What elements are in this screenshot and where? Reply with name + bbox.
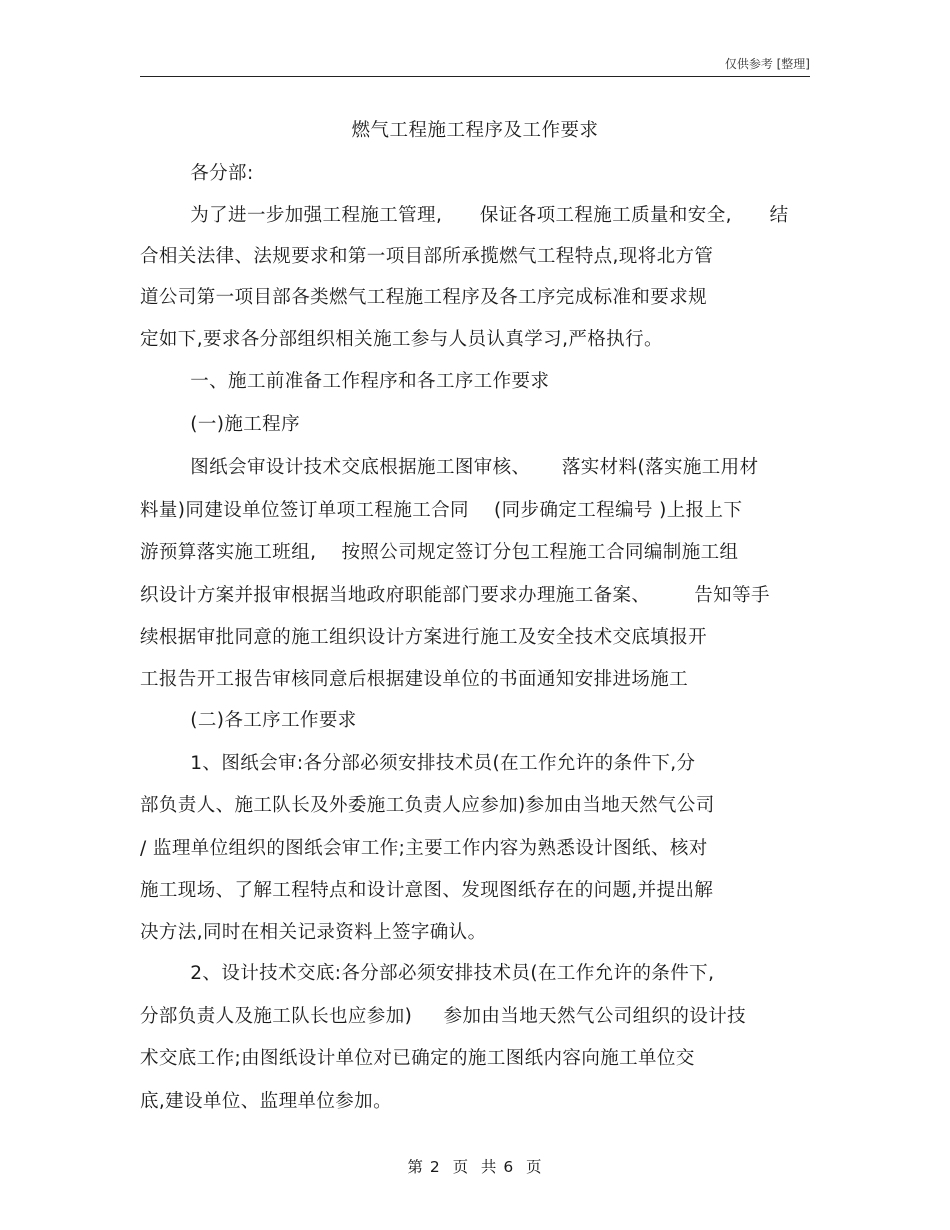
- document-title: 燃气工程施工程序及工作要求: [351, 120, 599, 141]
- body-line: 为了进一步加强工程施工管理, 保证各项工程施工质量和安全, 结: [140, 205, 789, 226]
- body-line: / 监理单位组织的图纸会审工作;主要工作内容为熟悉设计图纸、核对: [140, 838, 708, 859]
- page-number-footer: 第 2 页 共 6 页: [407, 1158, 543, 1176]
- body-line: 道公司第一项目部各类燃气工程施工程序及各工序完成标准和要求规: [140, 287, 708, 308]
- body-line: 决方法,同时在相关记录资料上签字确认。: [140, 922, 487, 943]
- body-line: 料量)同建设单位签订单项工程施工合同 (同步确定工程编号 )上报上下: [140, 500, 743, 521]
- body-line: 图纸会审设计技术交底根据施工图审核、 落实材料(落实施工用材: [140, 457, 759, 478]
- body-line: 织设计方案并报审根据当地政府职能部门要求办理施工备案、 告知等手: [140, 585, 770, 606]
- body-line: 1、图纸会审:各分部必须安排技术员(在工作允许的条件下,分: [140, 753, 696, 774]
- body-line: 续根据审批同意的施工组织设计方案进行施工及安全技术交底填报开: [140, 627, 708, 648]
- header-rule: [140, 76, 810, 77]
- body-line: 各分部:: [140, 163, 254, 184]
- body-line: 底,建设单位、监理单位参加。: [140, 1091, 392, 1112]
- body-line: 游预算落实施工班组, 按照公司规定签订分包工程施工合同编制施工组: [140, 542, 739, 563]
- body-line: 一、施工前准备工作程序和各工序工作要求: [140, 371, 550, 392]
- body-line: (一)施工程序: [140, 414, 300, 435]
- body-line: 术交底工作;由图纸设计单位对已确定的施工图纸内容向施工单位交: [140, 1048, 695, 1069]
- header-note: 仅供参考 [整理]: [724, 57, 810, 71]
- body-line: 工报告开工报告审核同意后根据建设单位的书面通知安排进场施工: [140, 669, 689, 690]
- body-line: 分部负责人及施工队长也应参加) 参加由当地天然气公司组织的设计技: [140, 1006, 747, 1027]
- body-line: 施工现场、了解工程特点和设计意图、发现图纸存在的问题,并提出解: [140, 880, 714, 901]
- body-line: 部负责人、施工队长及外委施工负责人应参加)参加由当地天然气公司: [140, 795, 715, 816]
- body-line: 2、设计技术交底:各分部必须安排技术员(在工作允许的条件下,: [140, 963, 715, 984]
- body-line: 合相关法律、法规要求和第一项目部所承揽燃气工程特点,现将北方管: [140, 246, 714, 267]
- body-line: (二)各工序工作要求: [140, 710, 357, 731]
- body-line: 定如下,要求各分部组织相关施工参与人员认真学习,严格执行。: [140, 329, 663, 350]
